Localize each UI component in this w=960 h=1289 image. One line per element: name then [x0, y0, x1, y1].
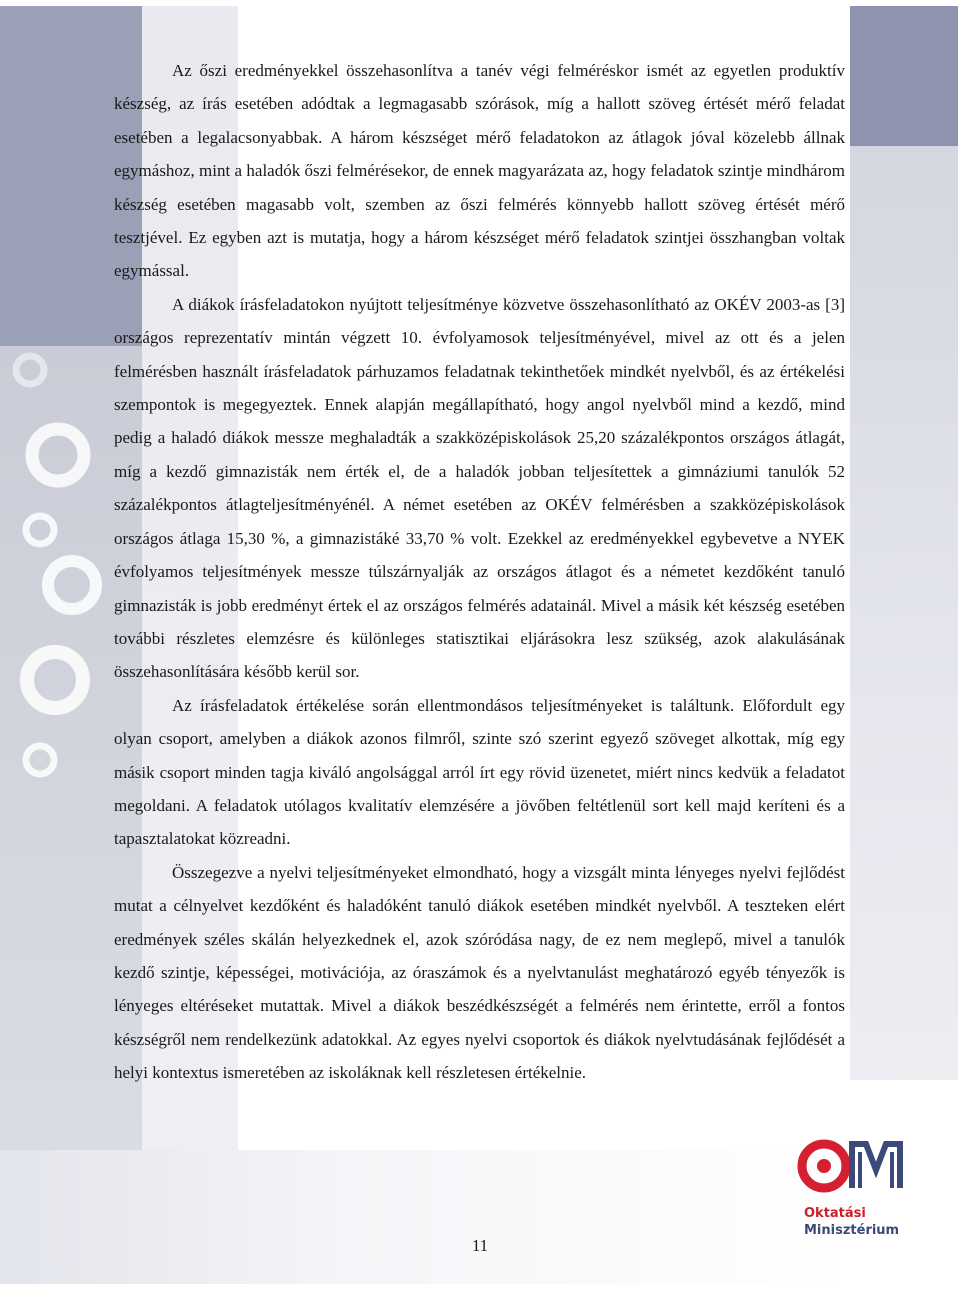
body-text: [114, 54, 845, 1090]
decorative-block-right-top: [850, 6, 958, 146]
page-number: 11: [471, 1236, 489, 1255]
ministry-name-line2: Minisztérium: [804, 1223, 900, 1238]
ministry-name-line1: Oktatási: [804, 1206, 866, 1221]
ministry-name: [804, 1205, 899, 1239]
paragraph-4: Összegezve a nyelvi teljesítményeket elmondható, hogy a vizsgált minta lényeges nyelvi fejlődést mutat a célnyelvet kezdőként és haladóként tanuló diákok esetében mindkét nyelvből. A teszteken elért eredmények széles skálán helyezkednek el, azok szóródása nagy, de ez nem meglepő, mivel a tanulók kezdő szintje, képességei, motivációja, az óraszámok és a nyelvtanulást meghatározó egyéb tényezők is lényeges eltéréseket mutattak. Mivel a diákok beszédkészségét a felmérés nem érintette, erről a fontos készségről nem rendelkezünk adatokkal. Az egyes nyelvi csoportok és diákok nyelvtudásának fejlődését a helyi kontextus ismeretében az iskoláknak kell részletesen értékelnie.: [114, 862, 845, 1083]
decorative-band-bottom: [0, 1150, 850, 1284]
paragraph-1: Az őszi eredményekkel összehasonlítva a tanév végi felméréskor ismét az egyetlen produktív készség, az írás esetében adódtak a legmagasabb szórások, míg a hallott szöveg értését mérő feladat esetében a legalacsonyabbak. A három készséget mérő feladatokon az átlagok jóval közelebb állnak egymáshoz, mint a haladók őszi felmérésekor, de ennek magyarázata az, hogy feladatok szintje mindhárom készség esetében magasabb volt, szemben az őszi felmérés könnyebb hallott szöveg értését mérő tesztjével. Ez egyben azt is mutatja, hogy a három készséget mérő feladatok szintjei összhangban voltak egymással.: [114, 61, 845, 281]
decorative-rings: [0, 330, 120, 810]
paragraph-3: Az írásfeladatok értékelése során ellentmondásos teljesítményeket is találtunk. Előfordult egy olyan csoport, amelyben a diákok azonos filmről, szinte szó szerint egyező szöveget alkottak, míg egy másik csoport minden tagja kiváló angolsággal arról írt egy rövid üzenetet, miért nincs kedvük a feladatot megoldani. A feladatok utólagos kvalitatív elemzésére a jövőben feltétlenül sort kell majd keríteni és a tapasztalatokat közreadni.: [114, 695, 845, 849]
paragraph-2: A diákok írásfeladatokon nyújtott teljesítménye közvetve összehasonlítható az OKÉV 2003-as [3] országos reprezentatív mintán végzett 10. évfolyamosok teljesítményével, mivel az ott és a jelen felmérésben használt írásfeladatok párhuzamos feladatnak tekinthetőek mindkét nyelvből, és az értékelési szempontok is megegyeztek. Ennek alapján megállapítható, hogy angol nyelvből mind a kezdő, mind pedig a haladó diákok messze meghaladták a szakközépiskolások 25,20 százalékpontos országos átlagát, míg a kezdő gimnazisták nem érték el, de a haladók jobban teljesítettek a gimnáziumi tanulók 52 százalékpontos átlagteljesítményénél. A német esetében az OKÉV felmérésben a szakközépiskolások országos átlaga 15,30 %, a gimnazistáké 33,70 % volt. Ezekkel az eredményekkel egybevetve a NYEK évfolyamos teljesítmények messze túlszárnyalják az országos átlagot és a németet kezdőként tanuló gimnazisták is jobb eredményt értek el az országos felmérés adatainál. Mivel a másik két készség esetében további részletes elemzésre és különleges statisztikai eljárásokra lesz szükség, azok alakulásának összehasonlítására később kerül sor.: [114, 294, 845, 682]
